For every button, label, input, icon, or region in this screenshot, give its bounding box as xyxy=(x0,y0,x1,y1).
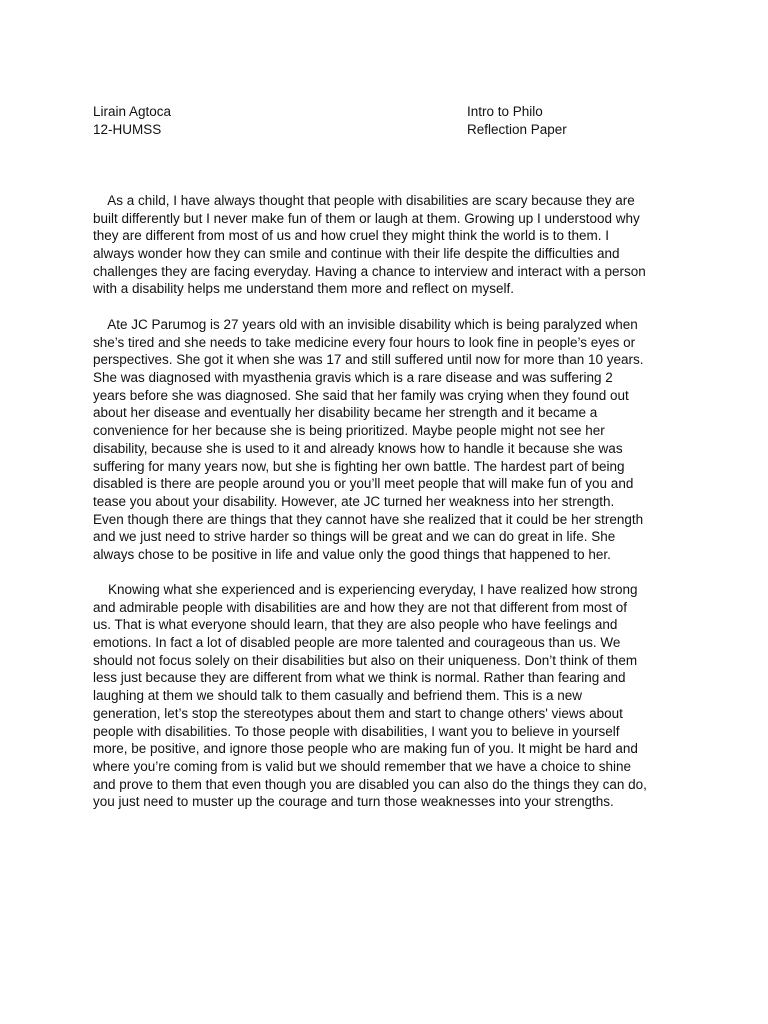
text-line: Knowing what she experienced and is experiencing everyday, I have realized how strong xyxy=(93,582,638,597)
text-line: disability, because she is used to it and already knows how to handle it because she was xyxy=(93,440,623,456)
text-line: more, be positive, and ignore those people who are making fun of you. It might be hard and xyxy=(93,741,638,757)
text-line: and prove to them that even though you are disabled you can also do the things they can do, xyxy=(93,776,647,792)
text-line: you just need to muster up the courage and turn those weaknesses into your strengths. xyxy=(93,794,614,810)
text-line: and admirable people with disabilities are and how they are not that different from most of xyxy=(93,599,628,615)
course-block xyxy=(467,103,567,139)
paragraph-3 xyxy=(93,581,693,811)
text-line: laughing at them we should talk to them casually and befriend them. This is a new xyxy=(93,688,583,704)
text-line: suffering for many years now, but she is fighting her own battle. The hardest part of being xyxy=(93,458,625,474)
text-line: less just because they are different from what we think is normal. Rather than fearing and xyxy=(93,670,626,686)
text-line: As a child, I have always thought that people with disabilities are scary because they are xyxy=(93,193,635,208)
text-line: where you’re coming from is valid but we should remember that we have a choice to shine xyxy=(93,758,632,774)
author-name: Lirain Agtoca xyxy=(93,104,172,119)
text-line: about her disease and eventually her disability became her strength and it became a xyxy=(93,405,598,421)
paragraph-2 xyxy=(93,316,693,564)
text-line: always wonder how they can smile and continue with their life despite the difficulties and xyxy=(93,246,620,262)
text-line: with a disability helps me understand them more and reflect on myself. xyxy=(93,281,514,297)
text-line: Even though there are things that they cannot have she realized that it could be her strength xyxy=(93,511,644,527)
text-line: generation, let’s stop the stereotypes about them and start to change others' views about xyxy=(93,705,623,721)
text-line: should not focus solely on their disabilities but also on their uniqueness. Don’t think of them xyxy=(93,652,638,668)
text-line: challenges they are facing everyday. Having a chance to interview and interact with a person xyxy=(93,263,646,279)
author-section: 12-HUMSS xyxy=(93,122,162,137)
text-line: always chose to be positive in life and value only the good things that happened to her. xyxy=(93,546,611,562)
course-name: Intro to Philo xyxy=(467,104,543,119)
text-line: perspectives. She got it when she was 17 and still suffered until now for more than 10 years. xyxy=(93,352,644,368)
paper-type: Reflection Paper xyxy=(467,122,567,137)
text-line: disabled is there are people around you or you’ll meet people that will make fun of you and xyxy=(93,476,634,492)
text-line: built differently but I never make fun of them or laugh at them. Growing up I understood why xyxy=(93,210,640,226)
text-line: Ate JC Parumog is 27 years old with an invisible disability which is being paralyzed when xyxy=(93,317,638,332)
text-line: she’s tired and she needs to take medicine every four hours to look fine in people’s eyes or xyxy=(93,334,636,350)
text-line: convenience for her because she is being prioritized. Maybe people might not see her xyxy=(93,423,605,439)
text-line: they are different from most of us and how cruel they might think the world is to them. I xyxy=(93,228,609,244)
text-line: She was diagnosed with myasthenia gravis which is a rare disease and was suffering 2 xyxy=(93,370,613,386)
text-line: people with disabilities. To those people with disabilities, I want you to believe in yourself xyxy=(93,723,620,739)
author-block xyxy=(93,103,171,139)
text-line: us. That is what everyone should learn, that they are also people who have feelings and xyxy=(93,617,618,633)
text-line: and we just need to strive harder so things will be great and we can do great in life. She xyxy=(93,529,616,545)
text-line: years before she was diagnosed. She said that her family was crying when they found out xyxy=(93,387,629,403)
text-line: tease you about your disability. However, ate JC turned her weakness into her strength. xyxy=(93,493,615,509)
text-line: emotions. In fact a lot of disabled people are more talented and courageous than us. We xyxy=(93,635,621,651)
paragraph-1 xyxy=(93,192,693,298)
